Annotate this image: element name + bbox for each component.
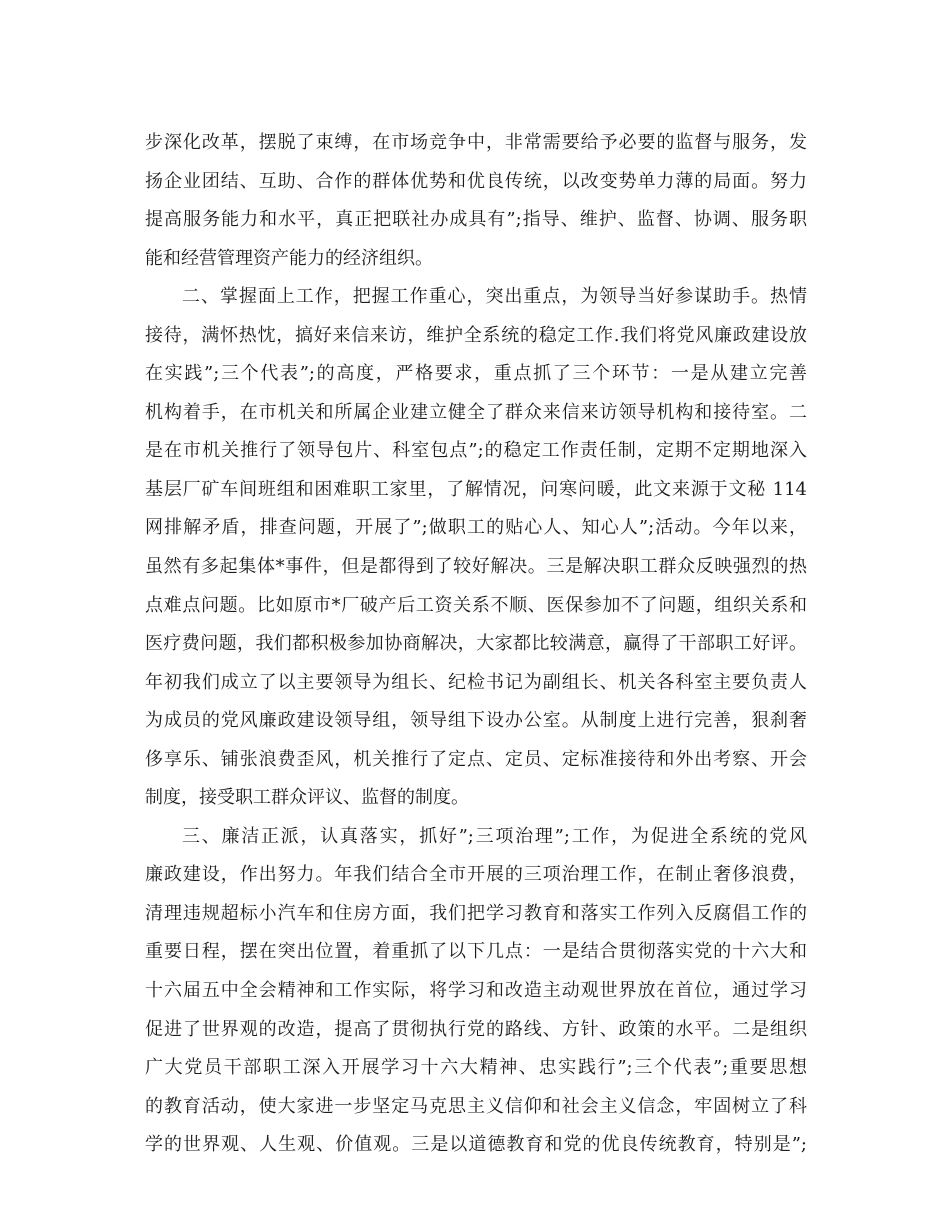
text-line: 三、廉洁正派，认真落实，抓好”;三项治理”;工作，为促进全系统的党风 xyxy=(182,825,807,847)
text-line: 二、掌握面上工作，把握工作重心，突出重点，为领导当好参谋助手。热情 xyxy=(182,286,807,308)
text-line: 重要日程，摆在突出位置，着重抓了以下几点：一是结合贯彻落实党的十六大和 xyxy=(145,941,807,963)
text-line: 虽然有多起集体*事件，但是都得到了较好解决。三是解决职工群众反映强烈的热 xyxy=(145,556,807,578)
text-line: 医疗费问题，我们都积极参加协商解决，大家都比较满意，赢得了干部职工好评。 xyxy=(145,633,807,655)
text-line: 机构着手，在市机关和所属企业建立健全了群众来信来访领导机构和接待室。二 xyxy=(145,401,807,423)
text-line: 基层厂矿车间班组和困难职工家里，了解情况，问寒问暖，此文来源于文秘 114 xyxy=(145,478,807,500)
text-line: 廉政建设，作出努力。年我们结合全市开展的三项治理工作，在制止奢侈浪费， xyxy=(145,864,807,886)
paragraph-section-two xyxy=(145,278,807,818)
text-line: 是在市机关推行了领导包片、科室包点”;的稳定工作责任制，定期不定期地深入 xyxy=(145,440,807,462)
text-line: 年初我们成立了以主要领导为组长、纪检书记为副组长、机关各科室主要负责人 xyxy=(145,671,807,693)
text-line: 为成员的党风廉政建设领导组，领导组下设办公室。从制度上进行完善，狠刹奢 xyxy=(145,710,807,732)
text-line: 点难点问题。比如原市*厂破产后工资关系不顺、医保参加不了问题，组织关系和 xyxy=(145,594,807,616)
text-line: 扬企业团结、互助、合作的群体优势和优良传统，以改变势单力薄的局面。努力 xyxy=(145,170,807,192)
text-line: 的教育活动，使大家进一步坚定马克思主义信仰和社会主义信念，牢固树立了科 xyxy=(145,1095,807,1117)
text-line: 侈享乐、铺张浪费歪风，机关推行了定点、定员、定标准接待和外出考察、开会 xyxy=(145,748,807,770)
text-line: 学的世界观、人生观、价值观。三是以道德教育和党的优良传统教育，特别是”; xyxy=(145,1134,807,1156)
paragraph-continued xyxy=(145,124,807,278)
text-line: 在实践”;三个代表”;的高度，严格要求，重点抓了三个环节：一是从建立完善 xyxy=(145,363,807,385)
text-line: 清理违规超标小汽车和住房方面，我们把学习教育和落实工作列入反腐倡工作的 xyxy=(145,902,807,924)
text-line: 能和经营管理资产能力的经济组织。 xyxy=(145,247,433,269)
text-line: 提高服务能力和水平，真正把联社办成具有”;指导、维护、监督、协调、服务职 xyxy=(145,209,807,231)
text-line: 促进了世界观的改造，提高了贯彻执行党的路线、方针、政策的水平。二是组织 xyxy=(145,1018,807,1040)
text-line: 广大党员干部职工深入开展学习十六大精神、忠实践行”;三个代表”;重要思想 xyxy=(145,1057,807,1079)
text-line: 接待，满怀热忱，搞好来信来访，维护全系统的稳定工作.我们将党风廉政建设放 xyxy=(145,324,807,346)
paragraph-section-three xyxy=(145,818,807,1165)
text-line: 步深化改革，摆脱了束缚，在市场竞争中，非常需要给予必要的监督与服务，发 xyxy=(145,132,807,153)
text-line: 网排解矛盾，排查问题，开展了”;做职工的贴心人、知心人”;活动。今年以来， xyxy=(145,517,807,539)
text-line: 制度，接受职工群众评议、监督的制度。 xyxy=(145,787,469,809)
document-body xyxy=(145,124,807,1165)
text-line: 十六届五中全会精神和工作实际，将学习和改造主动观世界放在首位，通过学习 xyxy=(145,980,807,1002)
